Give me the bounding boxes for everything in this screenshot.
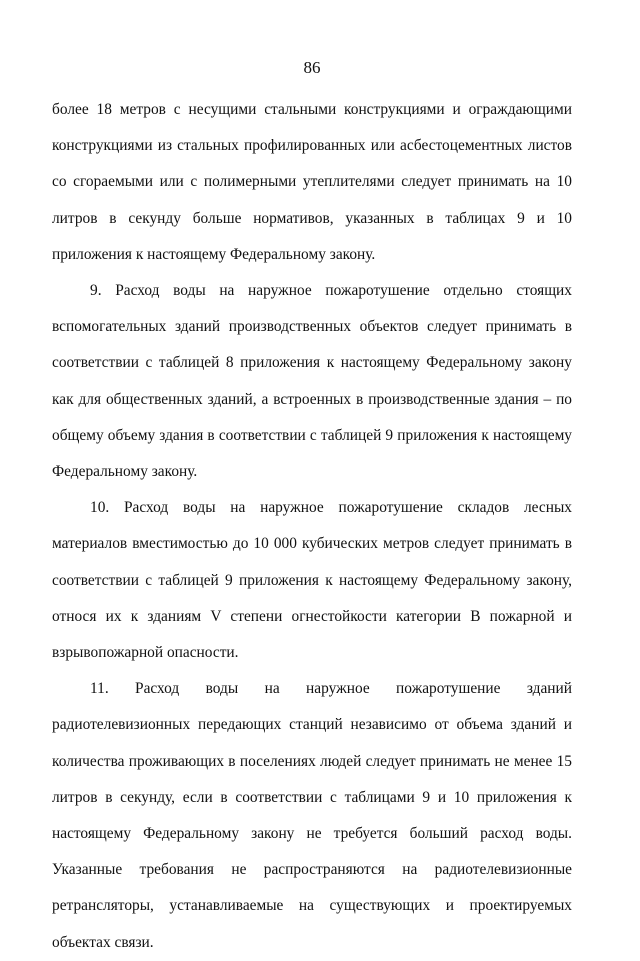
document-body <box>52 92 572 961</box>
paragraph-item-9: 9. Расход воды на наружное пожаротушение отдельно стоящих вспомогательных зданий производственных объектов следует принимать в соответствии с таблицей 8 приложения к настоящему Федеральному закону как для общественных зданий, а встроенных в производственные здания – по общему объему здания в соответствии с таблицей 9 приложения к настоящему Федеральному закону. <box>52 282 572 481</box>
paragraph-item-11: 11. Расход воды на наружное пожаротушение зданий радиотелевизионных передающих станций независимо от объема зданий и количества проживающих в поселениях людей следует принимать не менее 15 литров в секунду, если в соответствии с таблицами 9 и 10 приложения к настоящему Федеральному закону не требуется больший расход воды. Указанные требования не распространяются на радиотелевизионные ретрансляторы, устанавливаемые на существующих и проектируемых объектах связи. <box>52 680 572 951</box>
paragraph-item-10: 10. Расход воды на наружное пожаротушение складов лесных материалов вместимостью до 10 000 кубических метров следует принимать в соответствии с таблицей 9 приложения к настоящему Федеральному закону, относя их к зданиям V степени огнестойкости категории В пожарной и взрывопожарной опасности. <box>52 499 572 662</box>
paragraph-continuation: более 18 метров с несущими стальными конструкциями и ограждающими конструкциями из стальных профилированных или асбестоцементных листов со сгораемыми или с полимерными утеплителями следует принимать на 10 литров в секунду больше нормативов, указанных в таблицах 9 и 10 приложения к настоящему Федеральному закону. <box>52 101 572 263</box>
page-number: 86 <box>303 58 321 77</box>
